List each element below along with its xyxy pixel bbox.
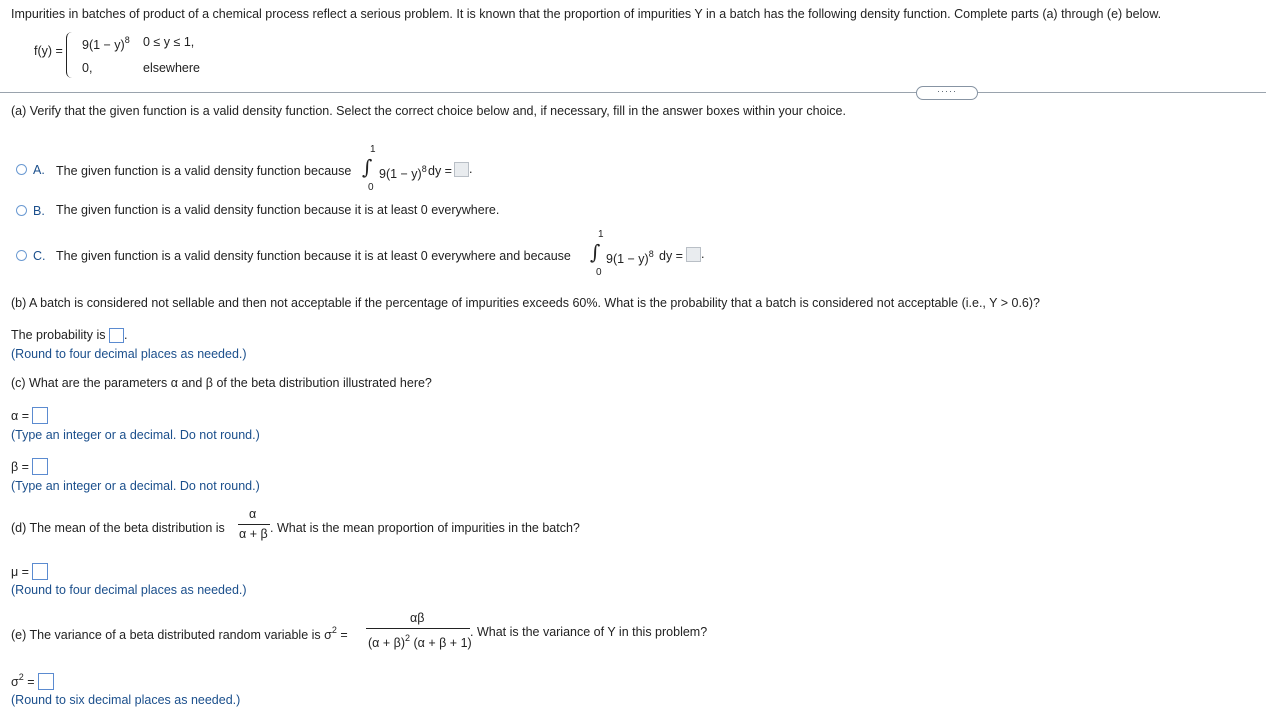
part-e-numerator: αβ [410, 611, 425, 625]
part-e-hint: (Round to six decimal places as needed.) [11, 693, 241, 707]
option-c-upper-limit: 1 [598, 229, 604, 240]
option-b-letter: B. [33, 204, 45, 218]
alpha-label: α = [11, 409, 29, 423]
option-c-lower-limit: 0 [596, 267, 602, 278]
option-a-letter: A. [33, 163, 45, 177]
part-c-question: (c) What are the parameters α and β of the beta distribution illustrated here? [11, 376, 432, 390]
part-e-sigma-exponent: 2 [331, 625, 337, 635]
integral-sign-icon: ∫ [362, 155, 373, 179]
part-e-prefix-text: (e) The variance of a beta distributed random variable is [11, 628, 321, 642]
probability-input[interactable] [109, 328, 124, 343]
part-e-question-prefix [11, 625, 348, 642]
option-a-radio[interactable] [16, 164, 27, 175]
variance-sigma-exponent: 2 [18, 672, 24, 682]
beta-hint: (Type an integer or a decimal. Do not round.) [11, 479, 260, 493]
option-c-text: The given function is a valid density function because it is at least 0 everywhere and because [56, 249, 571, 263]
part-d-hint: (Round to four decimal places as needed.) [11, 583, 247, 597]
option-c-integrand-expr: 9(1 − y) [606, 252, 649, 266]
alpha-hint: (Type an integer or a decimal. Do not round.) [11, 428, 260, 442]
part-d-numerator: α [249, 507, 257, 521]
density-case2: 0, [82, 61, 93, 75]
part-d-question-suffix: . What is the mean proportion of impurities in the batch? [270, 521, 580, 535]
variance-equals: = [27, 675, 35, 689]
option-a-upper-limit: 1 [370, 144, 376, 155]
case1-exponent: 8 [124, 35, 130, 45]
option-a-text: The given function is a valid density function because [56, 164, 352, 178]
variance-row [11, 672, 54, 690]
density-case1-condition: 0 ≤ y ≤ 1, [143, 35, 195, 49]
density-case1 [82, 35, 130, 52]
density-lhs: f(y) = [34, 44, 63, 58]
alpha-row [11, 407, 48, 424]
option-c-radio[interactable] [16, 250, 27, 261]
part-e-denominator-b: (α + β + 1) [413, 636, 472, 650]
expand-button[interactable]: ····· [916, 86, 978, 100]
option-c-answer-input[interactable]: . [686, 247, 704, 262]
part-b-answer-row: The probability is . [11, 328, 128, 342]
beta-input[interactable] [32, 458, 48, 475]
option-a-answer-input[interactable]: . [454, 162, 472, 177]
part-e-fraction-bar [366, 628, 470, 629]
part-e-denominator-a: (α + β) [368, 636, 405, 650]
part-b-hint: (Round to four decimal places as needed.) [11, 347, 247, 361]
part-e-question-suffix: . What is the variance of Y in this problem? [470, 625, 708, 639]
beta-row [11, 458, 48, 475]
part-e-sigma: σ [324, 628, 332, 642]
part-e-equals: = [340, 628, 348, 642]
part-b-question: (b) A batch is considered not sellable and then not acceptable if the percentage of impurities exceeds 60%. What is the probability that a batch is considered not acceptable (i.e., Y > 0.6)? [11, 296, 1040, 310]
problem-intro: Impurities in batches of product of a chemical process reflect a serious problem. It is known that the proportion of impurities Y in a batch has the following density function. Complete parts (a) through (e) below. [11, 7, 1162, 21]
alpha-input[interactable] [32, 407, 48, 424]
case1-expression: 9(1 − y) [82, 38, 125, 52]
option-c-tail: dy = [659, 249, 683, 263]
integral-sign-icon: ∫ [590, 240, 601, 264]
mu-label: μ = [11, 565, 29, 579]
option-c-letter: C. [33, 249, 46, 263]
option-c-integrand [606, 249, 654, 266]
option-a-tail: dy = [428, 164, 452, 178]
section-divider [0, 92, 1266, 93]
part-e-denominator [368, 633, 472, 650]
density-case2-condition: elsewhere [143, 61, 200, 75]
option-a-integrand-expr: 9(1 − y) [379, 167, 422, 181]
mu-row [11, 563, 48, 580]
brace-symbol [66, 32, 75, 78]
part-b-answer-label: The probability is [11, 328, 106, 342]
option-a-exponent: 8 [421, 164, 427, 174]
part-d-denominator: α + β [239, 527, 268, 541]
part-d-fraction-bar [238, 524, 270, 525]
option-b-radio[interactable] [16, 205, 27, 216]
option-c-exponent: 8 [648, 249, 654, 259]
variance-input[interactable] [38, 673, 54, 690]
part-d-question-prefix: (d) The mean of the beta distribution is [11, 521, 225, 535]
option-a-integrand [379, 164, 427, 181]
variance-sigma: σ [11, 675, 19, 689]
mu-input[interactable] [32, 563, 48, 580]
beta-label: β = [11, 460, 29, 474]
option-a-lower-limit: 0 [368, 182, 374, 193]
part-a-question: (a) Verify that the given function is a valid density function. Select the correct choice below and, if necessary, fill in the answer boxes within your choice. [11, 104, 846, 118]
option-b-text: The given function is a valid density function because it is at least 0 everywhere. [56, 203, 500, 217]
part-e-denominator-exp: 2 [405, 633, 411, 643]
